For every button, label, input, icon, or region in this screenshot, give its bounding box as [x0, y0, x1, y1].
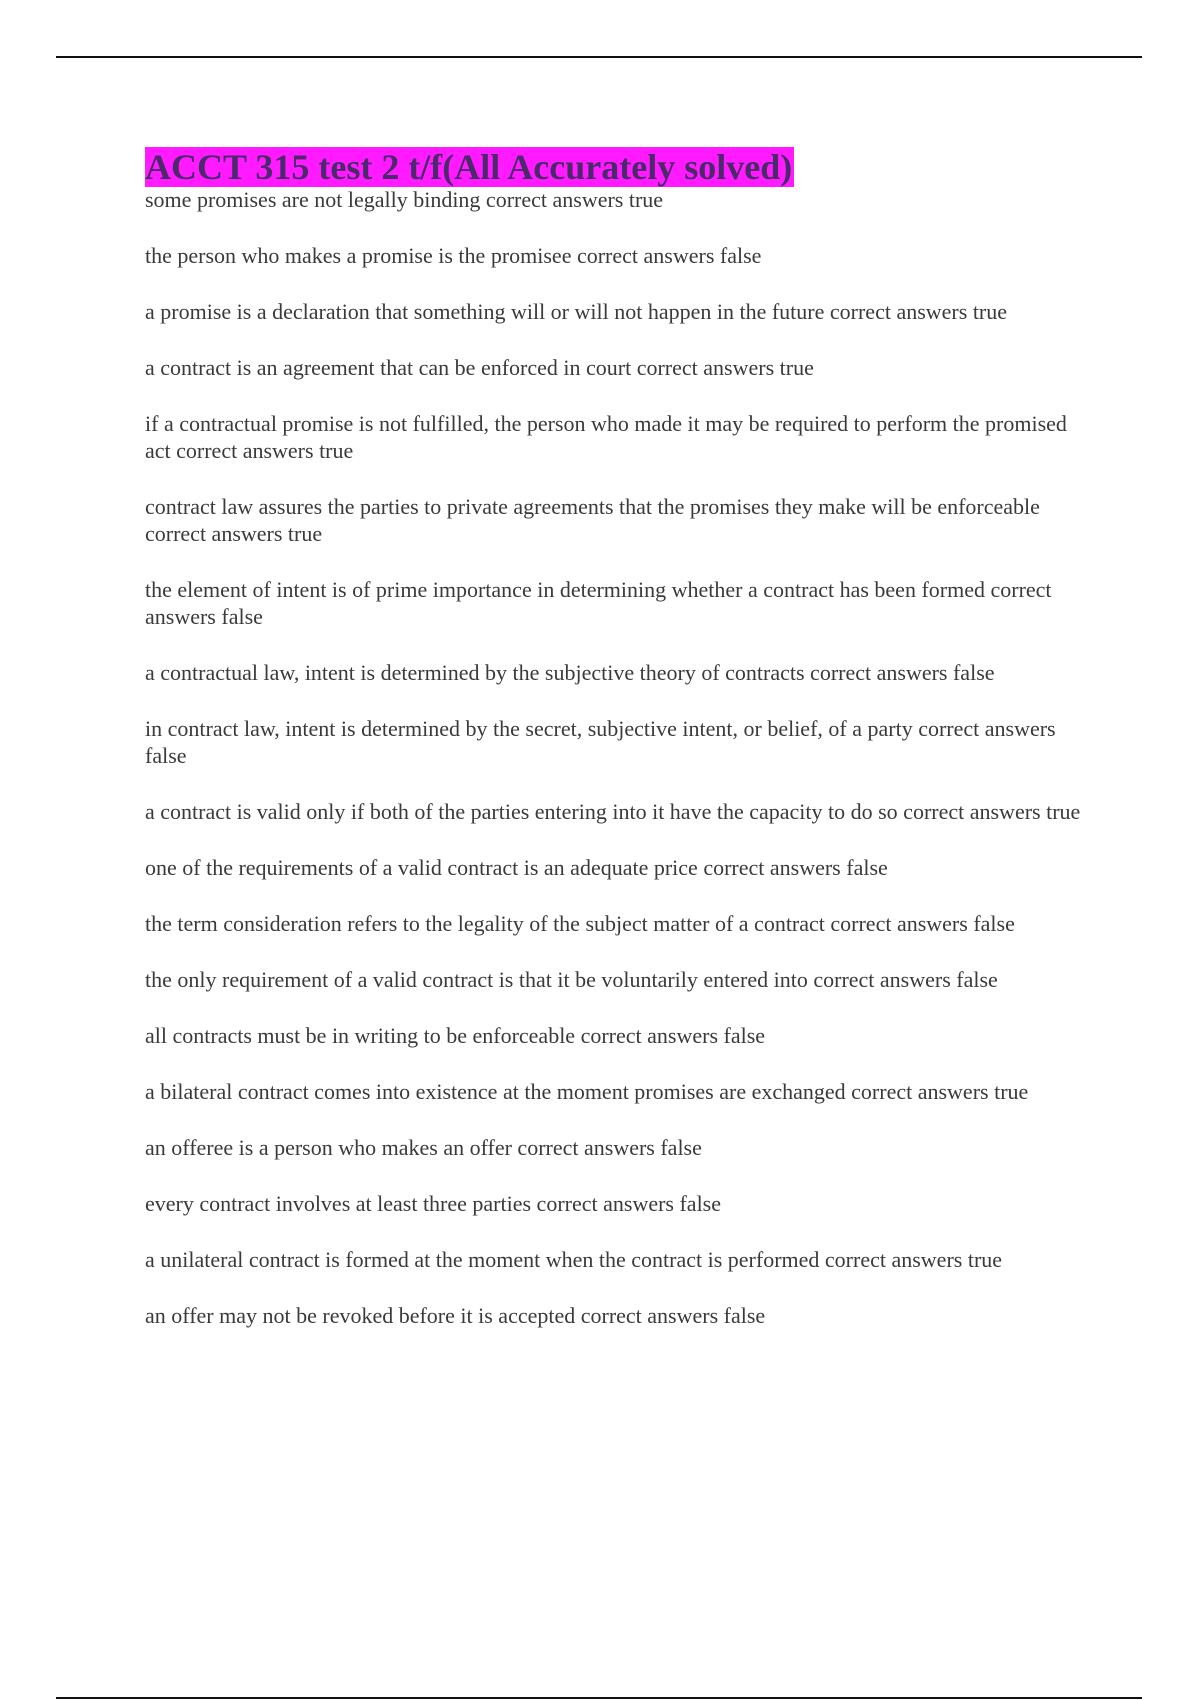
list-item: the term consideration refers to the legality of the subject matter of a contract correct answers false	[145, 911, 1015, 936]
list-item: one of the requirements of a valid contract is an adequate price correct answers false	[145, 855, 888, 880]
list-item: a contract is an agreement that can be enforced in court correct answers true	[145, 355, 814, 380]
list-item: if a contractual promise is not fulfilled, the person who made it may be required to perform the promised act correct answers true	[145, 411, 1067, 463]
list-item: every contract involves at least three parties correct answers false	[145, 1191, 722, 1216]
list-item: contract law assures the parties to private agreements that the promises they make will be enforceable correct answers true	[145, 494, 1040, 546]
list-item: a bilateral contract comes into existence at the moment promises are exchanged correct answers true	[145, 1079, 1029, 1104]
list-item: a unilateral contract is formed at the moment when the contract is performed correct answers true	[145, 1247, 1003, 1272]
question-list	[145, 186, 1095, 1329]
list-item: the only requirement of a valid contract is that it be voluntarily entered into correct answers false	[145, 967, 998, 992]
list-item: the person who makes a promise is the promisee correct answers false	[145, 243, 762, 268]
top-rule	[56, 56, 1142, 58]
bottom-rule	[56, 1697, 1142, 1699]
list-item: an offer may not be revoked before it is accepted correct answers false	[145, 1303, 766, 1328]
list-item: in contract law, intent is determined by the secret, subjective intent, or belief, of a party correct answers false	[145, 716, 1056, 768]
list-item: a contractual law, intent is determined by the subjective theory of contracts correct answers false	[145, 660, 995, 685]
list-item: a contract is valid only if both of the parties entering into it have the capacity to do so correct answers true	[145, 799, 1081, 824]
list-item: an offeree is a person who makes an offer correct answers false	[145, 1135, 702, 1160]
list-item: some promises are not legally binding correct answers true	[145, 187, 664, 212]
list-item: the element of intent is of prime importance in determining whether a contract has been formed correct answers false	[145, 577, 1052, 629]
list-item: all contracts must be in writing to be enforceable correct answers false	[145, 1023, 766, 1048]
document-title: ACCT 315 test 2 t/f(All Accurately solved)	[145, 147, 793, 187]
list-item: a promise is a declaration that something will or will not happen in the future correct answers true	[145, 299, 1008, 324]
document-body	[145, 147, 1095, 1358]
